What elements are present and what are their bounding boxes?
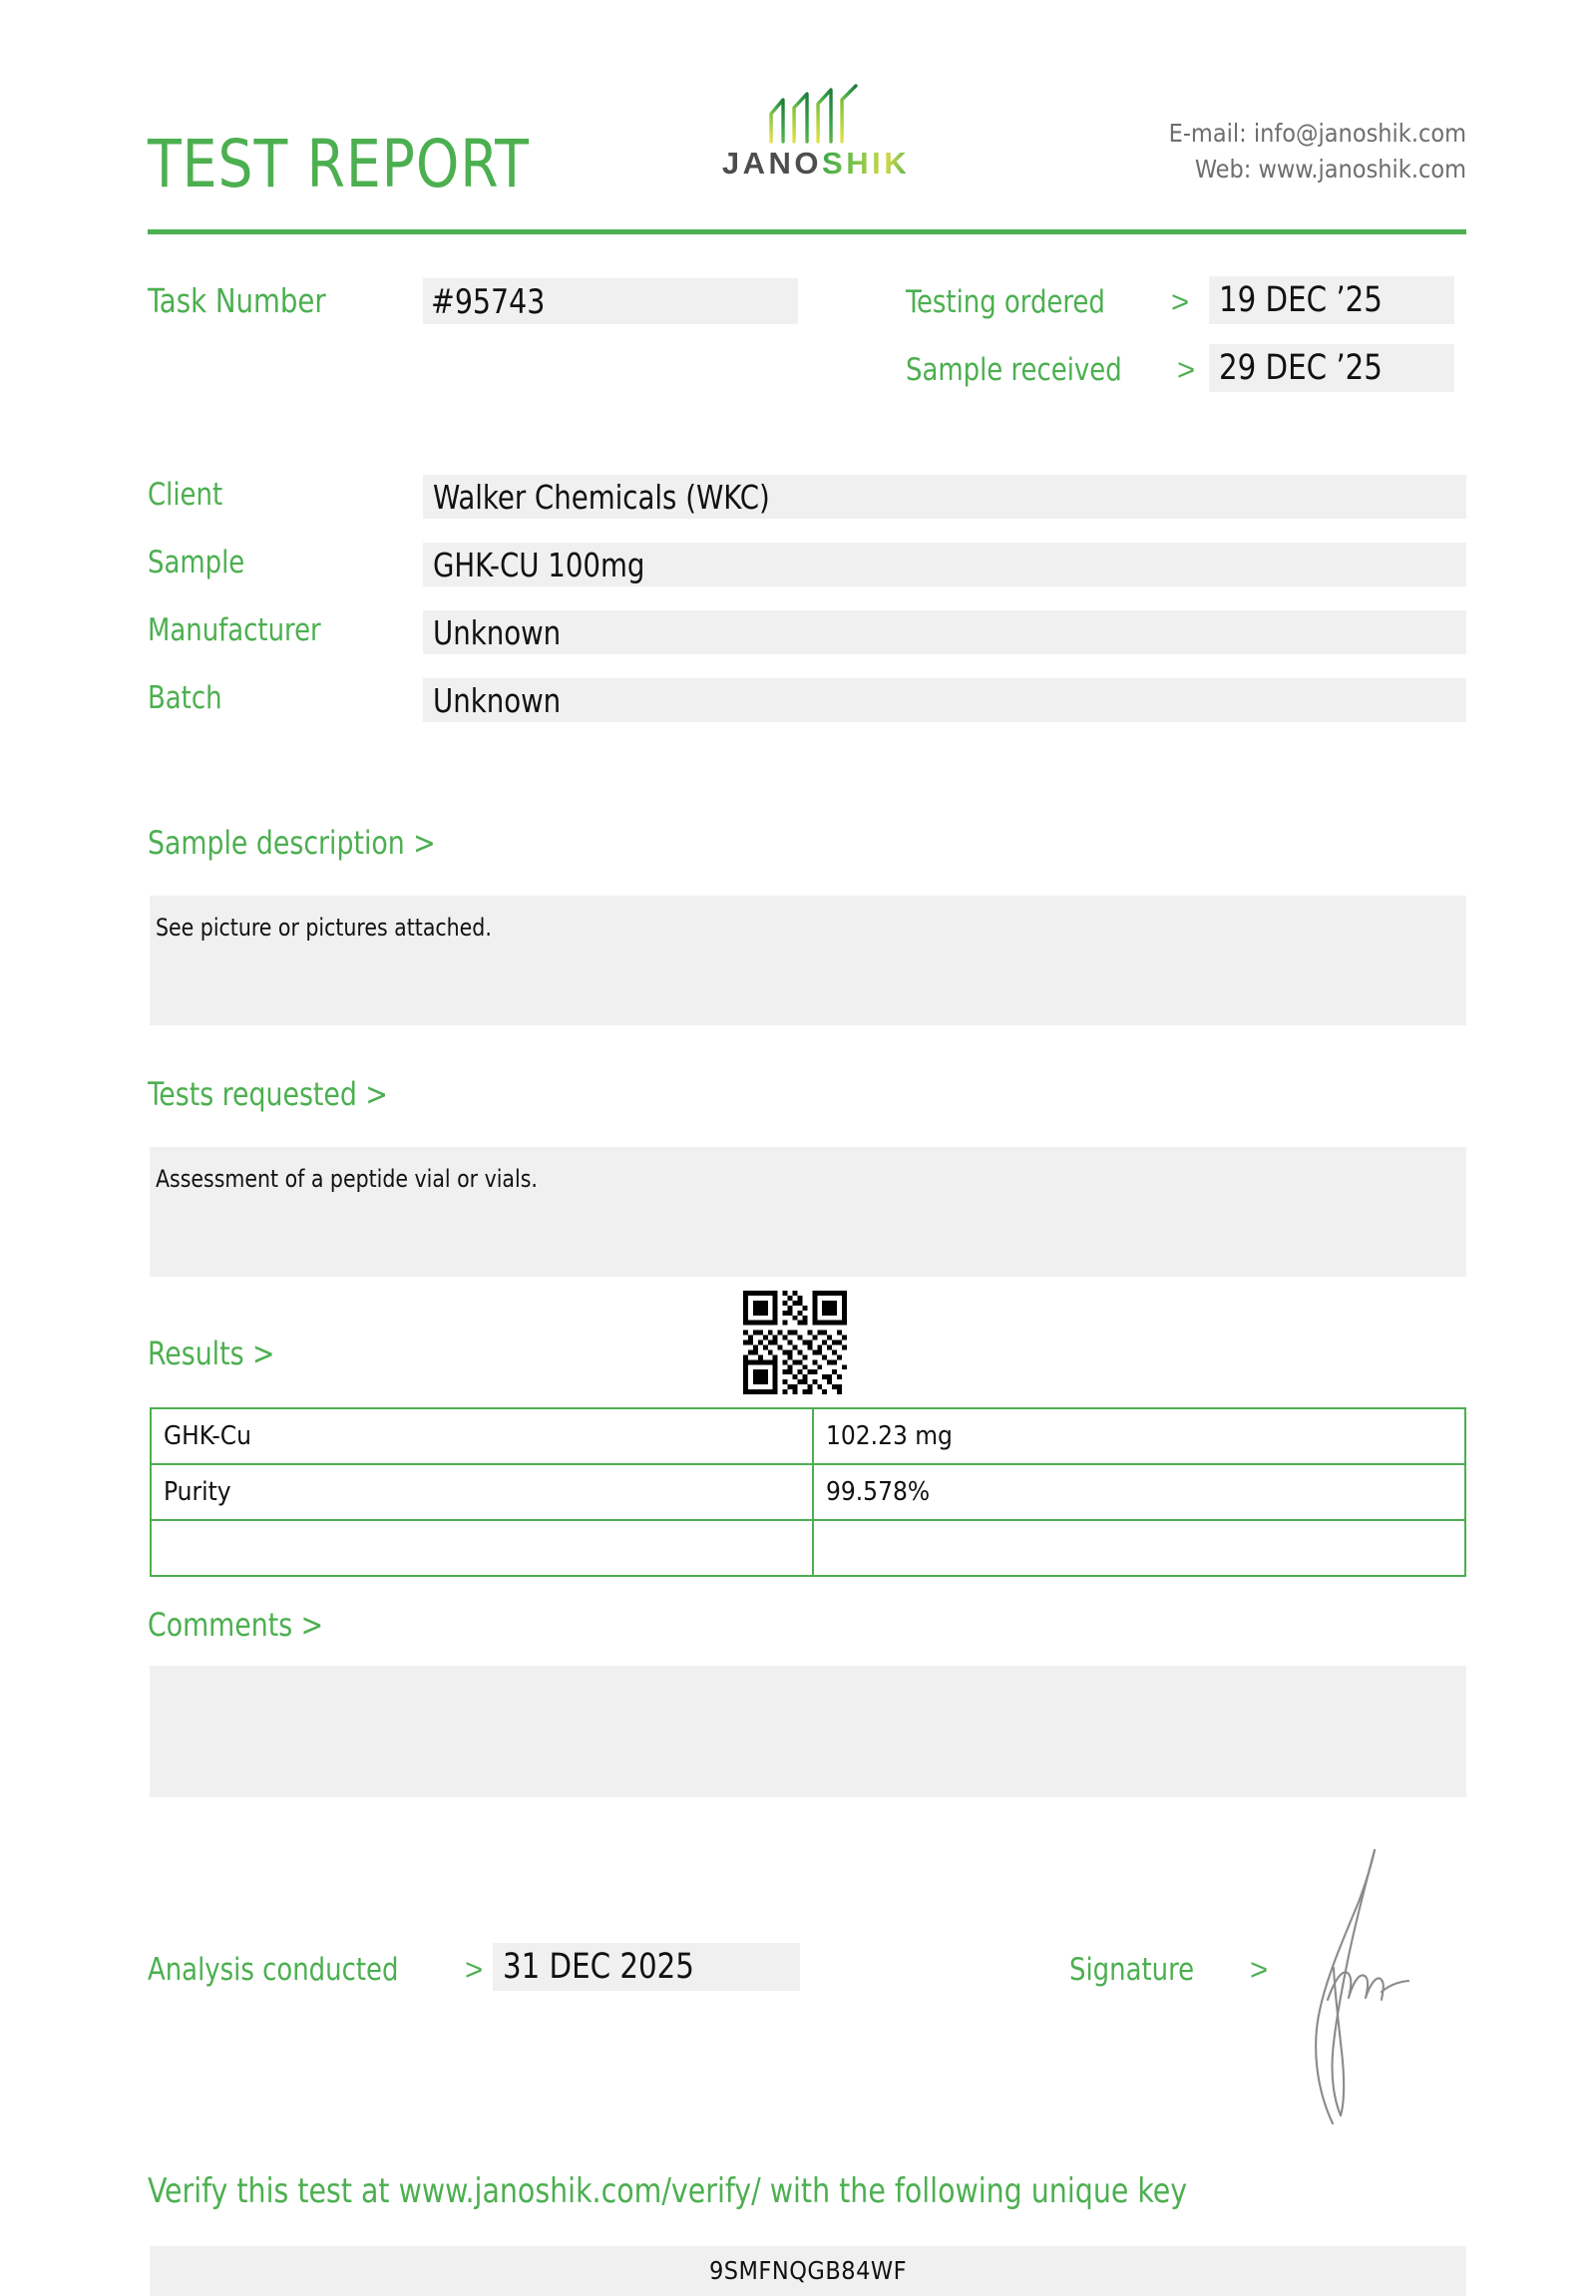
signature-arrow-icon: >: [1250, 1952, 1269, 1987]
client-label: Client: [148, 477, 223, 513]
sample-received-arrow-icon: >: [1177, 352, 1196, 387]
result-value: 102.23 mg: [813, 1408, 1465, 1464]
results-table: [150, 1407, 1466, 1577]
table-row: [151, 1408, 1465, 1464]
manufacturer-value: Unknown: [433, 613, 562, 652]
contact-block: [1169, 116, 1466, 187]
testing-ordered-arrow-icon: >: [1171, 284, 1190, 319]
result-name: Purity: [151, 1464, 813, 1520]
report-header: [148, 60, 1466, 219]
manufacturer-box: [423, 610, 1466, 654]
sample-description-title: Sample description >: [148, 824, 436, 862]
task-number-value: #95743: [431, 282, 546, 322]
verification-qr-code: [740, 1291, 850, 1394]
table-row: [151, 1464, 1465, 1520]
comments-box: [150, 1666, 1466, 1797]
ascending-bars-icon: [761, 84, 871, 146]
logo-word-shik: SHIK: [822, 146, 911, 181]
results-title: Results >: [148, 1335, 275, 1372]
analysis-conducted-value: 31 DEC 2025: [503, 1947, 694, 1987]
result-value: [813, 1520, 1465, 1576]
page-title: TEST REPORT: [148, 126, 530, 202]
unique-key-value: 9SMFNQGB84WF: [708, 2256, 908, 2285]
result-name: GHK-Cu: [151, 1408, 813, 1464]
analysis-conducted-label: Analysis conducted: [148, 1952, 399, 1988]
janoshik-logo: [691, 84, 941, 179]
header-divider: [148, 229, 1466, 234]
sample-description-text: See picture or pictures attached.: [156, 914, 492, 942]
analysis-conducted-arrow-icon: >: [465, 1952, 484, 1987]
sample-received-label: Sample received: [906, 352, 1122, 388]
testing-ordered-value: 19 DEC ’25: [1219, 280, 1383, 320]
contact-email: E-mail: info@janoshik.com: [1168, 119, 1466, 148]
task-number-label: Task Number: [148, 281, 326, 320]
signature-label: Signature: [1069, 1952, 1195, 1988]
verify-instruction: Verify this test at www.janoshik.com/verify/ with the following unique key: [148, 2171, 1188, 2211]
testing-ordered-label: Testing ordered: [906, 284, 1105, 320]
batch-value: Unknown: [433, 681, 562, 720]
sample-value: GHK-CU 100mg: [433, 546, 645, 584]
contact-web: Web: www.janoshik.com: [1194, 154, 1466, 184]
comments-title: Comments >: [148, 1606, 324, 1644]
logo-wordmark: [691, 148, 941, 179]
tests-requested-text: Assessment of a peptide vial or vials.: [156, 1165, 538, 1193]
result-value: 99.578%: [813, 1464, 1465, 1520]
sample-label: Sample: [148, 545, 245, 580]
tests-requested-title: Tests requested >: [148, 1075, 388, 1113]
handwritten-signature-icon: [1287, 1840, 1416, 2129]
batch-box: [423, 678, 1466, 722]
table-row: [151, 1520, 1465, 1576]
sample-received-value: 29 DEC ’25: [1219, 348, 1383, 388]
logo-word-jano: JANO: [721, 146, 823, 181]
batch-label: Batch: [148, 680, 222, 716]
result-name: [151, 1520, 813, 1576]
manufacturer-label: Manufacturer: [148, 612, 321, 648]
client-value: Walker Chemicals (WKC): [433, 478, 770, 517]
